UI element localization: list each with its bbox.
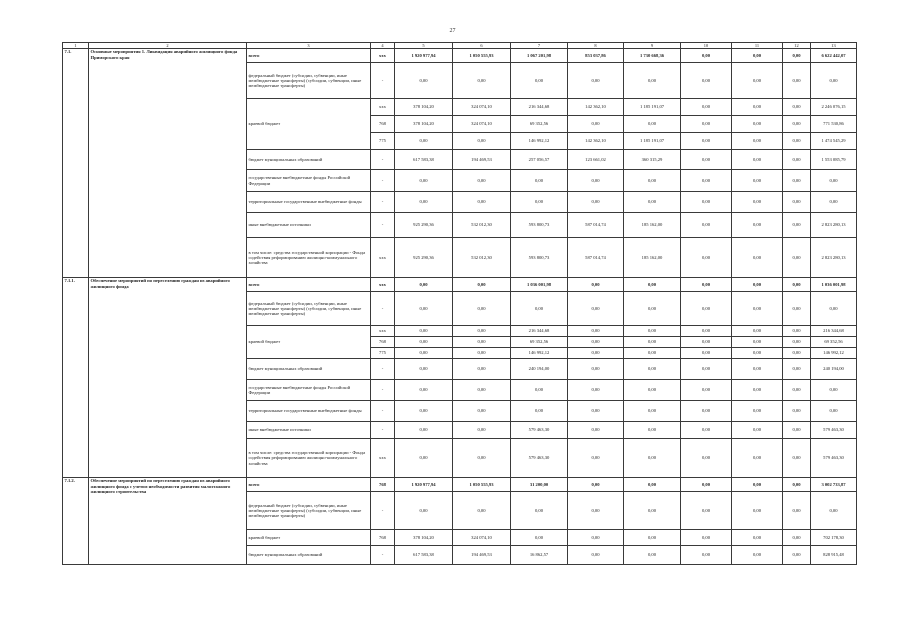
amount-cell: 0,00 bbox=[681, 63, 732, 99]
budget-code: - bbox=[371, 492, 395, 530]
amount-cell: 579 463,30 bbox=[511, 439, 568, 478]
amount-cell: 0,00 bbox=[783, 401, 811, 422]
amount-cell: 0,00 bbox=[732, 213, 783, 238]
amount-cell: 0,00 bbox=[624, 439, 681, 478]
section-title: Основные мероприятия 1. Ликвидация аварийного жилищного фонда Приморского края bbox=[89, 49, 247, 278]
amount-cell: 579 463,30 bbox=[511, 422, 568, 439]
amount-cell: 0,00 bbox=[395, 326, 453, 337]
amount-cell: 69 352,56 bbox=[811, 337, 857, 348]
amount-cell: 0,00 bbox=[395, 348, 453, 359]
budget-code: 775 bbox=[371, 348, 395, 359]
page-number: 27 bbox=[449, 28, 456, 34]
amount-cell: 0,00 bbox=[395, 292, 453, 326]
column-header: 8 bbox=[568, 43, 624, 49]
funding-source-label: территориальные государственные внебюджетные фонды bbox=[247, 192, 371, 213]
amount-cell: 0,00 bbox=[511, 170, 568, 192]
amount-cell: 0,00 bbox=[783, 238, 811, 278]
amount-cell: 142 362,10 bbox=[568, 99, 624, 116]
amount-cell: 0,00 bbox=[681, 49, 732, 63]
amount-cell: 0,00 bbox=[811, 401, 857, 422]
amount-cell: 0,00 bbox=[453, 133, 511, 150]
amount-cell: 0,00 bbox=[783, 380, 811, 401]
amount-cell: 194 469,53 bbox=[453, 150, 511, 170]
amount-cell: 0,00 bbox=[453, 292, 511, 326]
amount-cell: 2 246 076,15 bbox=[811, 99, 857, 116]
amount-cell: 0,00 bbox=[568, 192, 624, 213]
column-header: 12 bbox=[783, 43, 811, 49]
amount-cell: 1 553 085,79 bbox=[811, 150, 857, 170]
amount-cell: 1 920 977,94 bbox=[395, 49, 453, 63]
column-header: 7 bbox=[511, 43, 568, 49]
amount-cell: 0,00 bbox=[732, 530, 783, 546]
table-row bbox=[63, 278, 857, 292]
amount-cell: 532 012,30 bbox=[453, 213, 511, 238]
amount-cell: 378 104,20 bbox=[395, 99, 453, 116]
amount-cell: 0,00 bbox=[681, 238, 732, 278]
amount-cell: 0,00 bbox=[783, 292, 811, 326]
amount-cell: 617 583,38 bbox=[395, 546, 453, 565]
amount-cell: 69 352,56 bbox=[511, 337, 568, 348]
amount-cell: 0,00 bbox=[568, 492, 624, 530]
amount-cell: 0,00 bbox=[453, 337, 511, 348]
amount-cell: 0,00 bbox=[732, 478, 783, 492]
amount-cell: 0,00 bbox=[395, 439, 453, 478]
amount-cell: 0,00 bbox=[624, 422, 681, 439]
amount-cell: 0,00 bbox=[783, 359, 811, 380]
funding-source-label: бюджет муниципальных образований bbox=[247, 150, 371, 170]
amount-cell: 0,00 bbox=[732, 546, 783, 565]
amount-cell: 0,00 bbox=[511, 401, 568, 422]
amount-cell: 69 352,56 bbox=[511, 116, 568, 133]
amount-cell: 0,00 bbox=[783, 133, 811, 150]
amount-cell: 0,00 bbox=[681, 192, 732, 213]
amount-cell: 324 074,10 bbox=[453, 99, 511, 116]
funding-source-label: федеральный бюджет (субсидии, субвенции, иные межбюджетные трансферты) (субсидии, субвенции, иные межбюджетные трансферты) bbox=[247, 292, 371, 326]
amount-cell: 0,00 bbox=[453, 63, 511, 99]
amount-cell: 0,00 bbox=[453, 422, 511, 439]
amount-cell: 0,00 bbox=[783, 192, 811, 213]
amount-cell: 0,00 bbox=[783, 337, 811, 348]
amount-cell: 0,00 bbox=[681, 478, 732, 492]
amount-cell: 0,00 bbox=[395, 170, 453, 192]
amount-cell: 0,00 bbox=[395, 133, 453, 150]
amount-cell: 0,00 bbox=[783, 326, 811, 337]
funding-source-label: в том числе: средства государственной корпорации - Фонда содействия реформированию жилищно-коммунального хозяйства bbox=[247, 439, 371, 478]
amount-cell: 587 014,74 bbox=[568, 238, 624, 278]
amount-cell: 0,00 bbox=[568, 546, 624, 565]
amount-cell: 257 056,57 bbox=[511, 150, 568, 170]
amount-cell: 194 469,53 bbox=[453, 546, 511, 565]
section-title: Обеспечение мероприятий по переселению граждан из аварийного жилищного фонда bbox=[89, 278, 247, 478]
amount-cell: 0,00 bbox=[732, 192, 783, 213]
funding-source-label: государственные внебюджетные фонды Российской Федерации bbox=[247, 380, 371, 401]
amount-cell: 0,00 bbox=[395, 422, 453, 439]
section-number: 7.1.1. bbox=[63, 278, 89, 478]
amount-cell: 240 194,00 bbox=[511, 359, 568, 380]
budget-code: - bbox=[371, 401, 395, 422]
amount-cell: 0,00 bbox=[783, 213, 811, 238]
amount-cell: 0,00 bbox=[732, 150, 783, 170]
amount-cell: 0,00 bbox=[681, 337, 732, 348]
column-header: 11 bbox=[732, 43, 783, 49]
amount-cell: 0,00 bbox=[624, 478, 681, 492]
amount-cell: 0,00 bbox=[624, 116, 681, 133]
funding-source-label: иные внебюджетные источники bbox=[247, 213, 371, 238]
amount-cell: 0,00 bbox=[681, 359, 732, 380]
amount-cell: 360 315,29 bbox=[624, 150, 681, 170]
amount-cell: 1 067 201,98 bbox=[511, 49, 568, 63]
amount-cell: 0,00 bbox=[395, 401, 453, 422]
amount-cell: 0,00 bbox=[568, 63, 624, 99]
budget-table bbox=[62, 42, 857, 565]
amount-cell: 0,00 bbox=[624, 492, 681, 530]
amount-cell: 0,00 bbox=[395, 359, 453, 380]
funding-source-label: краевой бюджет bbox=[247, 99, 371, 150]
amount-cell: 1 474 545,29 bbox=[811, 133, 857, 150]
column-header: 1 bbox=[63, 43, 89, 49]
amount-cell: 1 036 001,98 bbox=[811, 278, 857, 292]
amount-cell: 0,00 bbox=[568, 278, 624, 292]
budget-code: 768 bbox=[371, 116, 395, 133]
amount-cell: 0,00 bbox=[732, 292, 783, 326]
amount-cell: 123 661,02 bbox=[568, 150, 624, 170]
amount-cell: 0,00 bbox=[681, 530, 732, 546]
amount-cell: 324 074,10 bbox=[453, 530, 511, 546]
amount-cell: 0,00 bbox=[783, 99, 811, 116]
amount-cell: 0,00 bbox=[783, 530, 811, 546]
funding-source-label: в том числе: средства государственной корпорации - Фонда содействия реформированию жилищно-коммунального хозяйства bbox=[247, 238, 371, 278]
amount-cell: 0,00 bbox=[511, 492, 568, 530]
amount-cell: 0,00 bbox=[681, 326, 732, 337]
amount-cell: 593 800,73 bbox=[511, 213, 568, 238]
amount-cell: 0,00 bbox=[732, 337, 783, 348]
amount-cell: 0,00 bbox=[783, 63, 811, 99]
amount-cell: 579 463,30 bbox=[811, 439, 857, 478]
amount-cell: 0,00 bbox=[681, 492, 732, 530]
amount-cell: 0,00 bbox=[783, 170, 811, 192]
amount-cell: 0,00 bbox=[732, 238, 783, 278]
amount-cell: 0,00 bbox=[511, 63, 568, 99]
amount-cell: 0,00 bbox=[568, 170, 624, 192]
budget-code: ххх bbox=[371, 99, 395, 116]
amount-cell: 0,00 bbox=[453, 348, 511, 359]
amount-cell: 0,00 bbox=[681, 99, 732, 116]
amount-cell: 0,00 bbox=[624, 292, 681, 326]
amount-cell: 0,00 bbox=[453, 439, 511, 478]
amount-cell: 0,00 bbox=[568, 478, 624, 492]
table-row bbox=[63, 478, 857, 492]
budget-code: ххх bbox=[371, 326, 395, 337]
amount-cell: 0,00 bbox=[568, 439, 624, 478]
amount-cell: 0,00 bbox=[732, 422, 783, 439]
amount-cell: 0,00 bbox=[568, 422, 624, 439]
amount-cell: 0,00 bbox=[568, 359, 624, 380]
amount-cell: 0,00 bbox=[395, 192, 453, 213]
amount-cell: 3 002 733,87 bbox=[811, 478, 857, 492]
amount-cell: 146 992,12 bbox=[511, 348, 568, 359]
amount-cell: 702 178,30 bbox=[811, 530, 857, 546]
amount-cell: 771 530,86 bbox=[811, 116, 857, 133]
amount-cell: 0,00 bbox=[395, 380, 453, 401]
amount-cell: 0,00 bbox=[453, 170, 511, 192]
budget-code: - bbox=[371, 380, 395, 401]
amount-cell: 0,00 bbox=[732, 133, 783, 150]
budget-code: ххх bbox=[371, 278, 395, 292]
amount-cell: 0,00 bbox=[681, 422, 732, 439]
budget-code: ххх bbox=[371, 439, 395, 478]
amount-cell: 0,00 bbox=[783, 150, 811, 170]
amount-cell: 0,00 bbox=[624, 401, 681, 422]
amount-cell: 0,00 bbox=[624, 380, 681, 401]
amount-cell: 185 162,00 bbox=[624, 238, 681, 278]
funding-source-label: иные внебюджетные источники bbox=[247, 422, 371, 439]
amount-cell: 0,00 bbox=[681, 439, 732, 478]
amount-cell: 216 344,68 bbox=[511, 99, 568, 116]
amount-cell: 0,00 bbox=[624, 530, 681, 546]
amount-cell: 0,00 bbox=[681, 292, 732, 326]
funding-source-label: федеральный бюджет (субсидии, субвенции, иные межбюджетные трансферты) (субсидии, субвенции, иные межбюджетные трансферты) bbox=[247, 492, 371, 530]
amount-cell: 0,00 bbox=[624, 359, 681, 380]
budget-code: 768 bbox=[371, 530, 395, 546]
amount-cell: 0,00 bbox=[811, 170, 857, 192]
amount-cell: 0,00 bbox=[811, 192, 857, 213]
amount-cell: 6 622 442,07 bbox=[811, 49, 857, 63]
budget-code: - bbox=[371, 422, 395, 439]
budget-code: - bbox=[371, 170, 395, 192]
amount-cell: 0,00 bbox=[783, 116, 811, 133]
amount-cell: 0,00 bbox=[624, 170, 681, 192]
amount-cell: 0,00 bbox=[568, 292, 624, 326]
amount-cell: 0,00 bbox=[453, 192, 511, 213]
amount-cell: 1 185 191,07 bbox=[624, 133, 681, 150]
amount-cell: 0,00 bbox=[395, 337, 453, 348]
amount-cell: 0,00 bbox=[681, 401, 732, 422]
amount-cell: 0,00 bbox=[568, 380, 624, 401]
section-number: 7.1.2. bbox=[63, 478, 89, 565]
amount-cell: 0,00 bbox=[568, 348, 624, 359]
amount-cell: 0,00 bbox=[624, 348, 681, 359]
amount-cell: 593 800,73 bbox=[511, 238, 568, 278]
budget-code: ххх bbox=[371, 49, 395, 63]
amount-cell: 0,00 bbox=[681, 116, 732, 133]
amount-cell: 0,00 bbox=[681, 133, 732, 150]
funding-source-label: бюджет муниципальных образований bbox=[247, 359, 371, 380]
budget-code: - bbox=[371, 213, 395, 238]
amount-cell: 0,00 bbox=[732, 359, 783, 380]
amount-cell: 31 200,00 bbox=[511, 478, 568, 492]
amount-cell: 0,00 bbox=[395, 492, 453, 530]
amount-cell: 587 014,74 bbox=[568, 213, 624, 238]
budget-code: 775 bbox=[371, 133, 395, 150]
amount-cell: 0,00 bbox=[681, 170, 732, 192]
budget-code: - bbox=[371, 292, 395, 326]
amount-cell: 0,00 bbox=[811, 492, 857, 530]
amount-cell: 1 920 977,94 bbox=[395, 478, 453, 492]
amount-cell: 0,00 bbox=[453, 401, 511, 422]
amount-cell: 1 730 668,36 bbox=[624, 49, 681, 63]
amount-cell: 0,00 bbox=[681, 348, 732, 359]
amount-cell: 0,00 bbox=[624, 337, 681, 348]
amount-cell: 0,00 bbox=[783, 439, 811, 478]
amount-cell: 0,00 bbox=[681, 213, 732, 238]
amount-cell: 0,00 bbox=[568, 116, 624, 133]
amount-cell: 185 162,00 bbox=[624, 213, 681, 238]
budget-code: - bbox=[371, 359, 395, 380]
amount-cell: 0,00 bbox=[732, 348, 783, 359]
column-header: 9 bbox=[624, 43, 681, 49]
amount-cell: 579 463,30 bbox=[811, 422, 857, 439]
amount-cell: 0,00 bbox=[568, 337, 624, 348]
amount-cell: 0,00 bbox=[811, 292, 857, 326]
funding-source-label: бюджет муниципальных образований bbox=[247, 546, 371, 565]
amount-cell: 0,00 bbox=[783, 546, 811, 565]
amount-cell: 0,00 bbox=[783, 492, 811, 530]
amount-cell: 0,00 bbox=[568, 401, 624, 422]
budget-code: - bbox=[371, 546, 395, 565]
amount-cell: 16 862,57 bbox=[511, 546, 568, 565]
amount-cell: 0,00 bbox=[395, 63, 453, 99]
amount-cell: 0,00 bbox=[624, 63, 681, 99]
amount-cell: 0,00 bbox=[511, 292, 568, 326]
column-header: 2 bbox=[89, 43, 247, 49]
amount-cell: 216 344,68 bbox=[811, 326, 857, 337]
amount-cell: 0,00 bbox=[783, 422, 811, 439]
amount-cell: 0,00 bbox=[681, 546, 732, 565]
amount-cell: 0,00 bbox=[732, 278, 783, 292]
amount-cell: 0,00 bbox=[453, 359, 511, 380]
column-header: 6 bbox=[453, 43, 511, 49]
amount-cell: 0,00 bbox=[732, 326, 783, 337]
column-header: 4 bbox=[371, 43, 395, 49]
budget-code: 768 bbox=[371, 478, 395, 492]
amount-cell: 0,00 bbox=[732, 170, 783, 192]
amount-cell: 0,00 bbox=[511, 380, 568, 401]
amount-cell: 1 050 555,93 bbox=[453, 49, 511, 63]
column-header: 10 bbox=[681, 43, 732, 49]
amount-cell: 0,00 bbox=[732, 439, 783, 478]
amount-cell: 617 583,38 bbox=[395, 150, 453, 170]
amount-cell: 0,00 bbox=[732, 116, 783, 133]
amount-cell: 0,00 bbox=[732, 401, 783, 422]
amount-cell: 0,00 bbox=[624, 192, 681, 213]
funding-source-label: всего bbox=[247, 478, 371, 492]
funding-source-label: территориальные государственные внебюджетные фонды bbox=[247, 401, 371, 422]
funding-source-label: федеральный бюджет (субсидии, субвенции, иные межбюджетные трансферты) (субсидии, субвенции, иные межбюджетные трансферты) bbox=[247, 63, 371, 99]
amount-cell: 2 823 280,13 bbox=[811, 238, 857, 278]
budget-code: ххх bbox=[371, 238, 395, 278]
amount-cell: 0,00 bbox=[732, 492, 783, 530]
funding-source-label: всего bbox=[247, 278, 371, 292]
amount-cell: 1 036 001,98 bbox=[511, 278, 568, 292]
amount-cell: 0,00 bbox=[624, 278, 681, 292]
amount-cell: 2 823 280,13 bbox=[811, 213, 857, 238]
amount-cell: 828 915,48 bbox=[811, 546, 857, 565]
funding-source-label: краевой бюджет bbox=[247, 326, 371, 359]
amount-cell: 1 185 191,07 bbox=[624, 99, 681, 116]
amount-cell: 216 344,68 bbox=[511, 326, 568, 337]
amount-cell: 378 104,20 bbox=[395, 116, 453, 133]
amount-cell: 0,00 bbox=[511, 192, 568, 213]
budget-code: 768 bbox=[371, 337, 395, 348]
section-number: 7.1. bbox=[63, 49, 89, 278]
budget-code: - bbox=[371, 192, 395, 213]
amount-cell: 0,00 bbox=[511, 530, 568, 546]
amount-cell: 146 992,12 bbox=[511, 133, 568, 150]
budget-code: - bbox=[371, 63, 395, 99]
section-title: Обеспечение мероприятий по переселению граждан из аварийного жилищного фонда с учетом необходимости развития малоэтажного жилищного строительства bbox=[89, 478, 247, 565]
amount-cell: 0,00 bbox=[453, 492, 511, 530]
column-header: 5 bbox=[395, 43, 453, 49]
amount-cell: 240 194,00 bbox=[811, 359, 857, 380]
amount-cell: 0,00 bbox=[783, 478, 811, 492]
amount-cell: 378 104,20 bbox=[395, 530, 453, 546]
amount-cell: 0,00 bbox=[732, 99, 783, 116]
amount-cell: 0,00 bbox=[732, 49, 783, 63]
amount-cell: 0,00 bbox=[453, 326, 511, 337]
amount-cell: 532 012,30 bbox=[453, 238, 511, 278]
column-header: 3 bbox=[247, 43, 371, 49]
amount-cell: 0,00 bbox=[783, 49, 811, 63]
amount-cell: 0,00 bbox=[624, 326, 681, 337]
amount-cell: 0,00 bbox=[811, 380, 857, 401]
amount-cell: 0,00 bbox=[811, 63, 857, 99]
amount-cell: 0,00 bbox=[783, 348, 811, 359]
amount-cell: 0,00 bbox=[783, 278, 811, 292]
amount-cell: 0,00 bbox=[681, 278, 732, 292]
amount-cell: 324 074,10 bbox=[453, 116, 511, 133]
amount-cell: 146 992,12 bbox=[811, 348, 857, 359]
amount-cell: 925 290,36 bbox=[395, 238, 453, 278]
amount-cell: 0,00 bbox=[681, 150, 732, 170]
amount-cell: 0,00 bbox=[568, 326, 624, 337]
amount-cell: 0,00 bbox=[624, 546, 681, 565]
amount-cell: 0,00 bbox=[395, 278, 453, 292]
amount-cell: 853 037,86 bbox=[568, 49, 624, 63]
amount-cell: 925 290,36 bbox=[395, 213, 453, 238]
amount-cell: 0,00 bbox=[681, 380, 732, 401]
amount-cell: 0,00 bbox=[453, 278, 511, 292]
budget-code: - bbox=[371, 150, 395, 170]
funding-source-label: краевой бюджет bbox=[247, 530, 371, 546]
funding-source-label: всего bbox=[247, 49, 371, 63]
amount-cell: 1 050 555,93 bbox=[453, 478, 511, 492]
amount-cell: 0,00 bbox=[568, 530, 624, 546]
amount-cell: 142 362,10 bbox=[568, 133, 624, 150]
amount-cell: 0,00 bbox=[732, 380, 783, 401]
column-header: 13 bbox=[811, 43, 857, 49]
funding-source-label: государственные внебюджетные фонды Российской Федерации bbox=[247, 170, 371, 192]
table-row bbox=[63, 49, 857, 63]
amount-cell: 0,00 bbox=[453, 380, 511, 401]
amount-cell: 0,00 bbox=[732, 63, 783, 99]
